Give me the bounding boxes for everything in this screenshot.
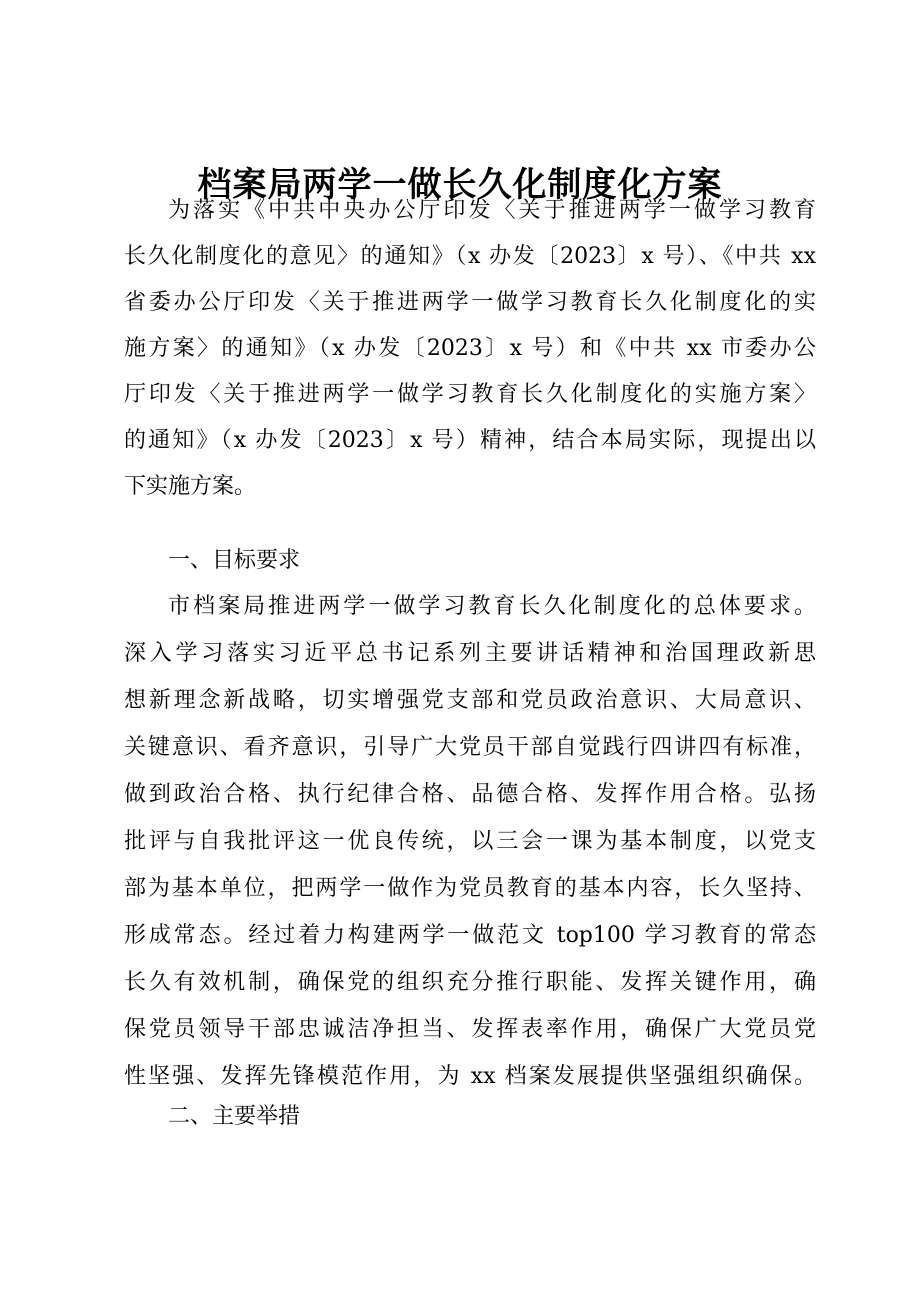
text-line: 的通知》（x 办发〔2023〕x 号）精神，结合本局实际，现提出以 — [124, 428, 816, 453]
text-line: 保党员领导干部忠诚洁净担当、发挥表率作用，确保广大党员党 — [124, 1017, 816, 1042]
paragraph-goals — [124, 583, 816, 1100]
document-title: 档案局两学一做长久化制度化方案 — [197, 165, 723, 205]
text-line: 关键意识、看齐意识，引导广大党员干部自觉践行四讲四有标准， — [124, 735, 816, 760]
text-line: 批评与自我批评这一优良传统，以三会一课为基本制度，以党支 — [124, 829, 816, 854]
text-line: 做到政治合格、执行纪律合格、品德合格、发挥作用合格。弘扬 — [124, 782, 816, 807]
text-line: 市档案局推进两学一做学习教育长久化制度化的总体要求。 — [168, 594, 816, 619]
text-line: 长久有效机制，确保党的组织充分推行职能、发挥关键作用，确 — [124, 970, 816, 995]
section-heading-measures: 二、主要举措 — [168, 1104, 301, 1129]
text-line: 下实施方案。 — [124, 474, 257, 499]
text-line: 省委办公厅印发〈关于推进两学一做学习教育长久化制度化的实 — [124, 290, 816, 315]
text-line: 形成常态。经过着力构建两学一做范文 top100 学习教育的常态 — [124, 923, 816, 948]
text-line: 长久化制度化的意见〉的通知》（x 办发〔2023〕x 号）、《中共 xx — [124, 244, 816, 269]
text-line: 深入学习落实习近平总书记系列主要讲话精神和治国理政新思 — [124, 641, 816, 666]
text-line: 想新理念新战略，切实增强党支部和党员政治意识、大局意识、 — [124, 688, 816, 713]
text-line: 为落实《中共中央办公厅印发〈关于推进两学一做学习教育 — [168, 198, 816, 223]
text-line: 部为基本单位，把两学一做作为党员教育的基本内容，长久坚持、 — [124, 876, 816, 901]
text-line: 性坚强、发挥先锋模范作用，为 xx 档案发展提供坚强组织确保。 — [124, 1064, 816, 1089]
section-heading-goals: 一、目标要求 — [168, 548, 301, 573]
text-line: 厅印发〈关于推进两学一做学习教育长久化制度化的实施方案〉 — [124, 382, 816, 407]
paragraph-intro — [124, 188, 816, 510]
text-line: 施方案〉的通知》（x 办发〔2023〕x 号）和《中共 xx 市委办公 — [124, 336, 816, 361]
